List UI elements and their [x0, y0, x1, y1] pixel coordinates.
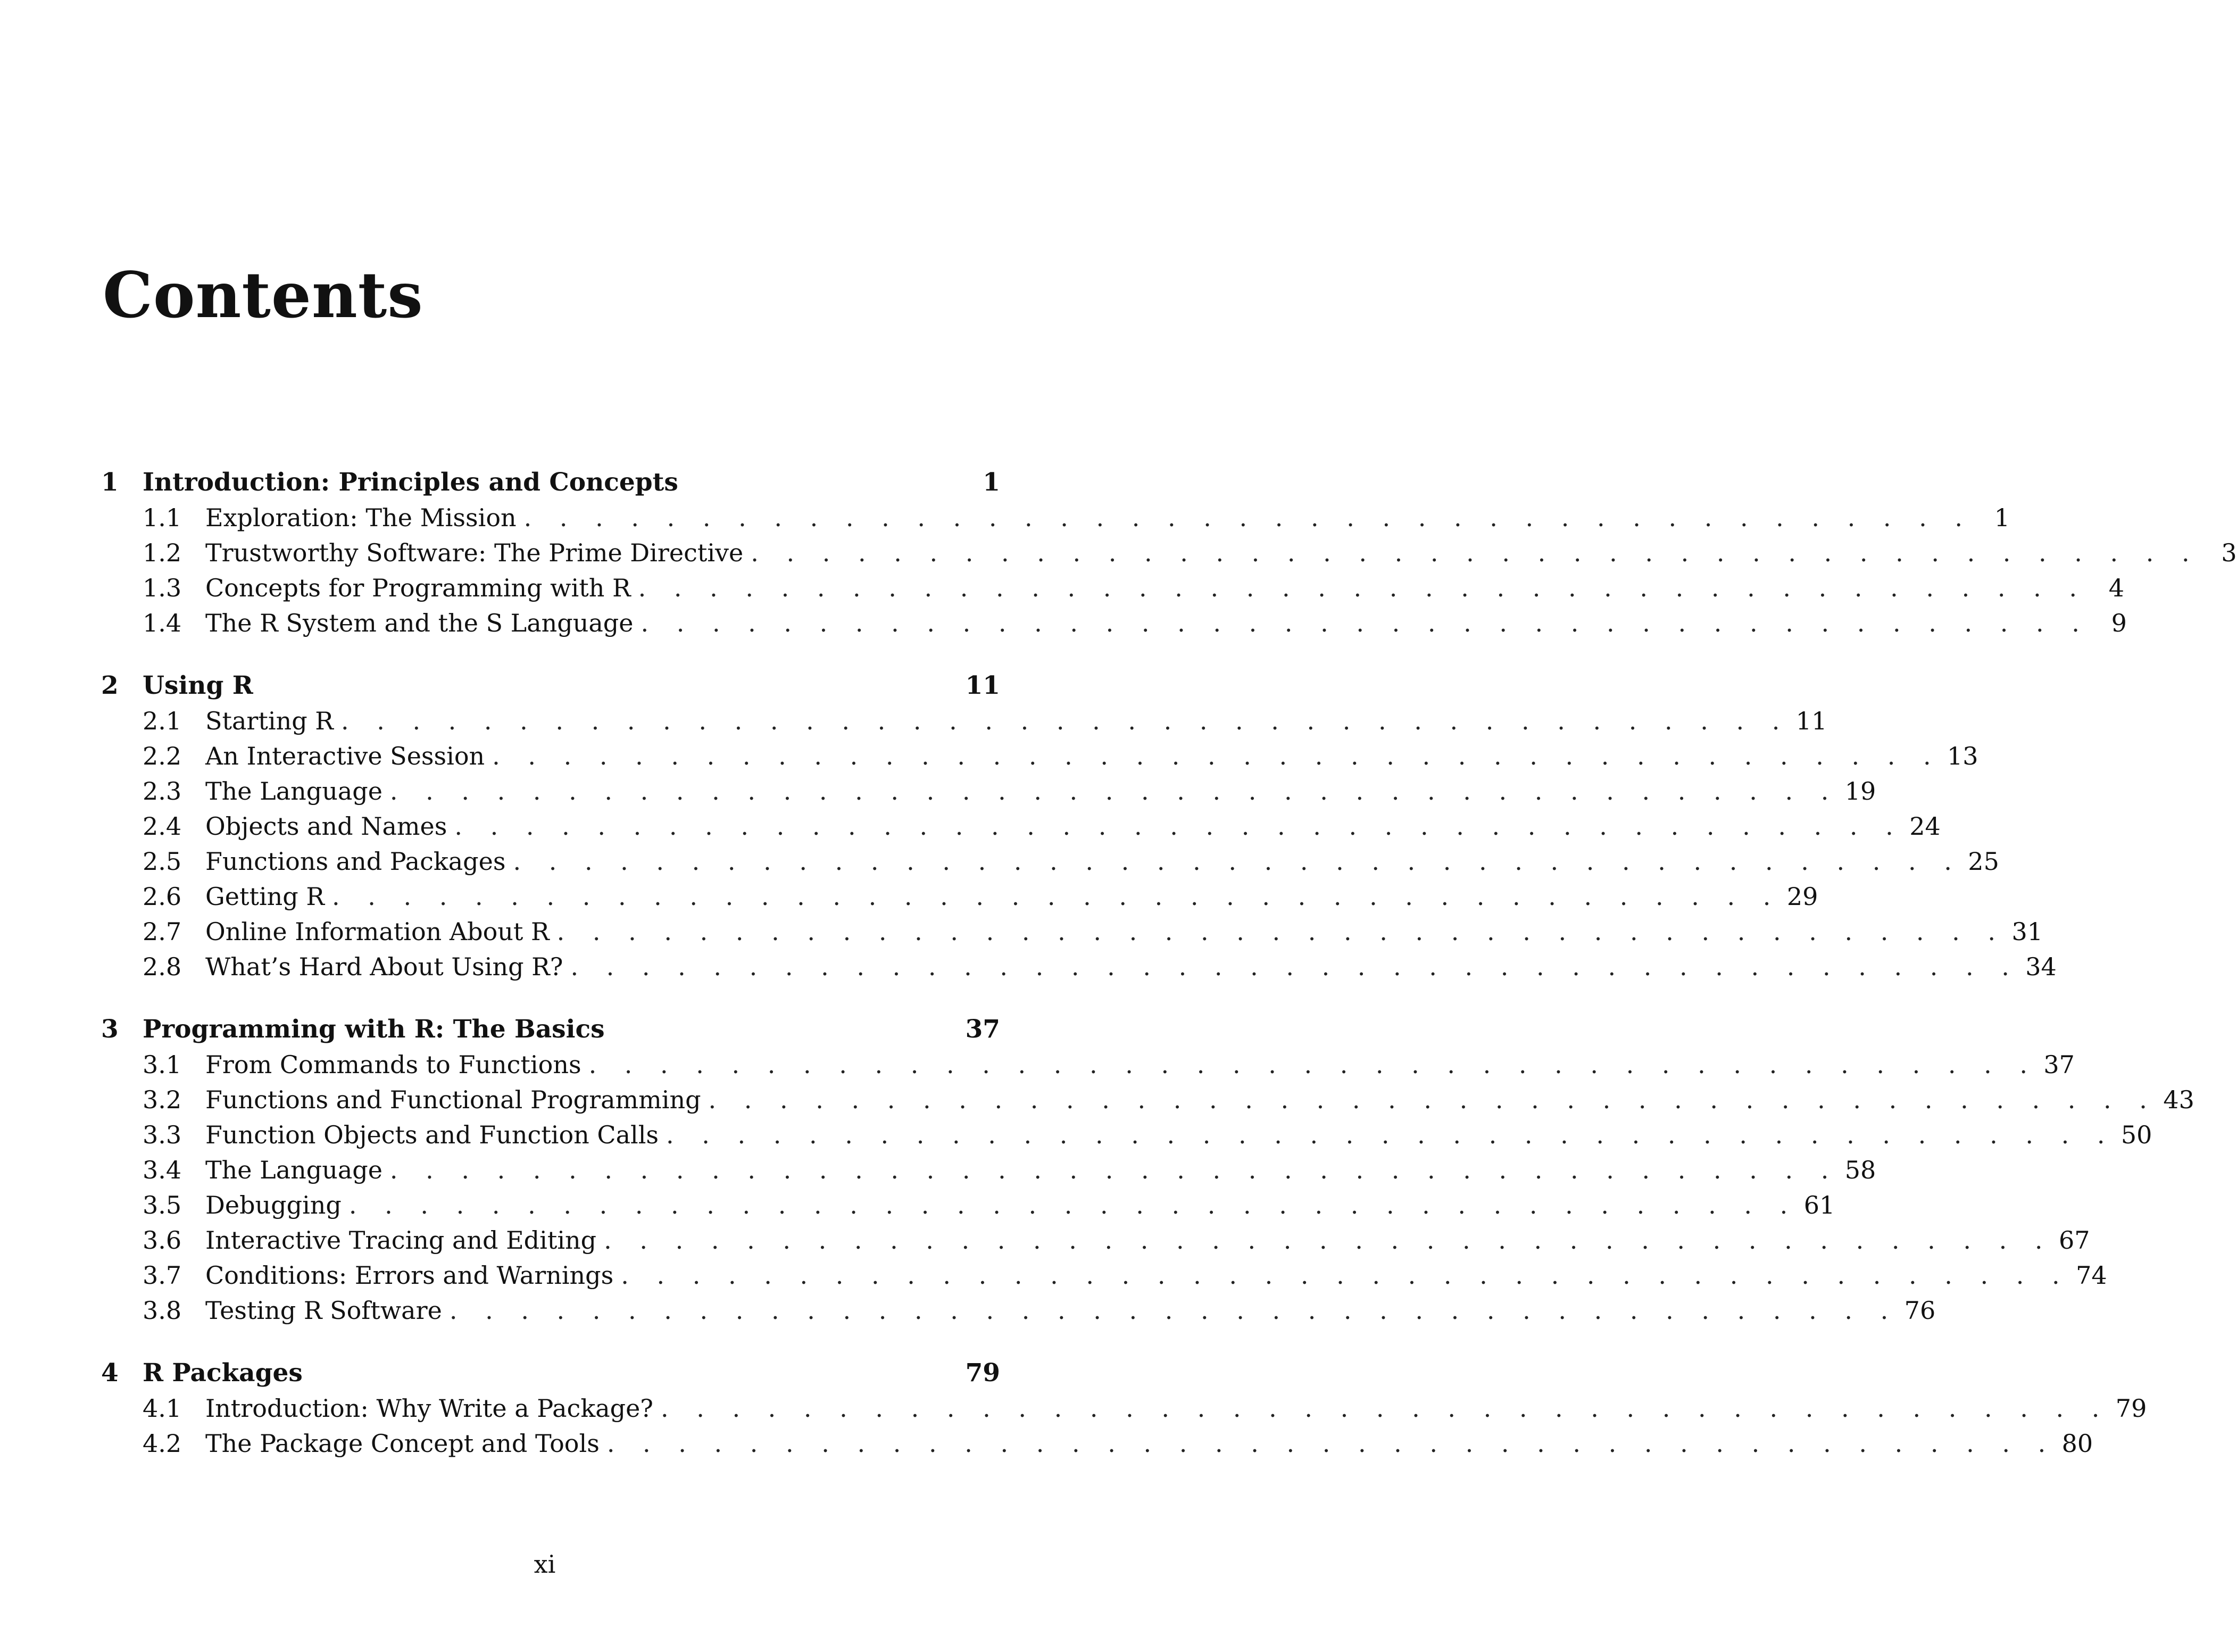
section-title: Exploration: The Mission — [205, 503, 517, 532]
dot-leader: . . . . . . . . . . . . . . . . . . . . . . . . . . . . . . . . . . . . . . . . . — [513, 847, 1962, 876]
section-page: 37 — [2043, 1050, 2075, 1079]
section-page: 3 — [2221, 538, 2237, 567]
section-row-2-1[interactable] — [101, 703, 1827, 738]
section-number: 1.2 — [143, 538, 182, 567]
section-page: 58 — [1844, 1156, 1876, 1184]
section-row-2-7[interactable] — [101, 914, 2043, 949]
section-page: 13 — [1947, 742, 1978, 770]
section-number: 1.3 — [143, 574, 182, 602]
section-number: 2.6 — [143, 882, 182, 911]
dot-leader: . . . . . . . . . . . . . . . . . . . . . . . . . . . . . . . . . . . . . . . . . — [389, 1156, 1839, 1184]
section-page: 4 — [2108, 574, 2124, 602]
section-row-2-2[interactable] — [101, 738, 1978, 774]
dot-leader: . . . . . . . . . . . . . . . . . . . . . . . . . . . . . . . . . . . . . . . . . — [340, 707, 1790, 735]
section-title: Objects and Names — [205, 812, 447, 841]
section-number: 1.4 — [143, 609, 182, 637]
section-row-2-8[interactable] — [101, 949, 2057, 984]
section-number: 2.3 — [143, 777, 182, 806]
section-title: The R System and the S Language — [205, 609, 634, 637]
section-row-4-2[interactable] — [101, 1426, 2093, 1461]
section-title: Debugging — [205, 1191, 342, 1219]
section-title: Functions and Packages — [205, 847, 506, 876]
section-row-2-6[interactable] — [101, 879, 1818, 914]
section-row-2-4[interactable] — [101, 809, 1941, 844]
chapter-title: Programming with R: The Basics — [143, 1015, 605, 1044]
section-row-3-5[interactable] — [101, 1188, 1835, 1223]
section-number: 1.1 — [143, 503, 182, 532]
section-number: 4.1 — [143, 1394, 182, 1423]
dot-leader: . . . . . . . . . . . . . . . . . . . . . . . . . . . . . . . . . . . . . . . . . — [454, 812, 1903, 841]
dot-leader: . . . . . . . . . . . . . . . . . . . . . . . . . . . . . . . . . . . . . . . . . — [666, 1120, 2115, 1149]
section-title: Getting R — [205, 882, 325, 911]
dot-leader: . . . . . . . . . . . . . . . . . . . . . . . . . . . . . . . . . . . . . . . . . — [621, 1261, 2070, 1290]
section-number: 3.5 — [143, 1191, 182, 1219]
dot-leader: . . . . . . . . . . . . . . . . . . . . . . . . . . . . . . . . . . . . . . . . . — [492, 742, 1941, 770]
section-row-2-3[interactable] — [101, 774, 1876, 809]
section-row-2-5[interactable] — [101, 844, 1999, 879]
chapter-row-2[interactable] — [101, 668, 1000, 703]
section-page: 24 — [1909, 812, 1941, 841]
chapter-row-3[interactable] — [101, 1012, 1000, 1047]
section-title: From Commands to Functions — [205, 1050, 581, 1079]
section-title: The Language — [205, 777, 382, 806]
section-row-3-6[interactable] — [101, 1223, 2090, 1258]
section-page: 34 — [2025, 952, 2057, 981]
section-page: 31 — [2011, 917, 2043, 946]
section-page: 9 — [2111, 609, 2127, 637]
section-title: Introduction: Why Write a Package? — [205, 1394, 653, 1423]
section-row-1-4[interactable] — [101, 605, 2127, 641]
section-page: 43 — [2163, 1085, 2194, 1114]
section-row-1-3[interactable] — [101, 570, 2124, 605]
section-title: Interactive Tracing and Editing — [205, 1226, 597, 1255]
section-page: 1 — [1994, 503, 2010, 532]
page-number: xi — [534, 1550, 556, 1579]
section-number: 3.2 — [143, 1085, 182, 1114]
section-page: 80 — [2061, 1429, 2093, 1458]
chapter-number: 4 — [101, 1358, 119, 1388]
dot-leader: . . . . . . . . . . . . . . . . . . . . . . . . . . . . . . . . . . . . . . . . . — [708, 1085, 2157, 1114]
page-title: Contents — [103, 258, 423, 332]
chapter-row-4[interactable] — [101, 1356, 1000, 1391]
dot-leader: . . . . . . . . . . . . . . . . . . . . . . . . . . . . . . . . . . . . . . . . . — [604, 1226, 2053, 1255]
section-title: Starting R — [205, 707, 334, 735]
section-page: 25 — [1968, 847, 1999, 876]
section-row-4-1[interactable] — [101, 1391, 2147, 1426]
section-row-3-2[interactable] — [101, 1082, 2194, 1117]
section-row-3-8[interactable] — [101, 1293, 1936, 1328]
section-page: 61 — [1803, 1191, 1835, 1219]
section-number: 2.8 — [143, 952, 182, 981]
section-title: An Interactive Session — [205, 742, 485, 770]
section-row-3-4[interactable] — [101, 1152, 1876, 1188]
chapter-page: 11 — [965, 671, 1000, 700]
dot-leader: . . . . . . . . . . . . . . . . . . . . . . . . . . . . . . . . . . . . . . . . . — [523, 503, 1973, 532]
section-title: Testing R Software — [205, 1296, 442, 1325]
dot-leader: . . . . . . . . . . . . . . . . . . . . . . . . . . . . . . . . . . . . . . . . . — [606, 1429, 2056, 1458]
dot-leader: . . . . . . . . . . . . . . . . . . . . . . . . . . . . . . . . . . . . . . . . . — [389, 777, 1839, 806]
chapter-number: 3 — [101, 1015, 119, 1044]
section-page: 74 — [2076, 1261, 2107, 1290]
chapter-title: Introduction: Principles and Concepts — [143, 468, 678, 497]
section-number: 2.7 — [143, 917, 182, 946]
dot-leader: . . . . . . . . . . . . . . . . . . . . . . . . . . . . . . . . . . . . . . . . . — [449, 1296, 1899, 1325]
section-title: Trustworthy Software: The Prime Directive — [205, 538, 744, 567]
section-page: 50 — [2120, 1120, 2152, 1149]
section-page: 76 — [1904, 1296, 1936, 1325]
dot-leader: . . . . . . . . . . . . . . . . . . . . . . . . . . . . . . . . . . . . . . . . . — [331, 882, 1781, 911]
section-row-1-2[interactable] — [101, 535, 2237, 570]
section-row-3-7[interactable] — [101, 1258, 2107, 1293]
dot-leader: . . . . . . . . . . . . . . . . . . . . . . . . . . . . . . . . . . . . . . . . . — [348, 1191, 1798, 1219]
section-number: 2.4 — [143, 812, 182, 841]
section-title: Functions and Functional Programming — [205, 1085, 701, 1114]
chapter-title: Using R — [143, 671, 253, 700]
dot-leader: . . . . . . . . . . . . . . . . . . . . . . . . . . . . . . . . . . . . . . . . . — [638, 574, 2087, 602]
section-number: 3.8 — [143, 1296, 182, 1325]
section-number: 3.6 — [143, 1226, 182, 1255]
section-title: Concepts for Programming with R — [205, 574, 631, 602]
section-number: 4.2 — [143, 1429, 182, 1458]
chapter-page: 1 — [983, 468, 1000, 497]
dot-leader: . . . . . . . . . . . . . . . . . . . . . . . . . . . . . . . . . . . . . . . . . — [641, 609, 2090, 637]
section-number: 2.1 — [143, 707, 182, 735]
section-title: What’s Hard About Using R? — [205, 952, 563, 981]
section-title: Function Objects and Function Calls — [205, 1120, 659, 1149]
chapter-page: 79 — [965, 1358, 1000, 1388]
section-page: 79 — [2115, 1394, 2147, 1423]
section-number: 2.2 — [143, 742, 182, 770]
section-page: 67 — [2058, 1226, 2090, 1255]
section-number: 3.1 — [143, 1050, 182, 1079]
chapter-row-1[interactable] — [101, 465, 1000, 500]
section-page: 19 — [1844, 777, 1876, 806]
dot-leader: . . . . . . . . . . . . . . . . . . . . . . . . . . . . . . . . . . . . . . . . . — [751, 538, 2200, 567]
section-number: 3.3 — [143, 1120, 182, 1149]
chapter-number: 2 — [101, 671, 119, 700]
section-page: 29 — [1786, 882, 1818, 911]
section-number: 3.7 — [143, 1261, 182, 1290]
section-title: Conditions: Errors and Warnings — [205, 1261, 614, 1290]
section-number: 2.5 — [143, 847, 182, 876]
dot-leader: . . . . . . . . . . . . . . . . . . . . . . . . . . . . . . . . . . . . . . . . . — [660, 1394, 2110, 1423]
section-number: 3.4 — [143, 1156, 182, 1184]
section-title: Online Information About R — [205, 917, 550, 946]
section-row-3-1[interactable] — [101, 1047, 2075, 1082]
section-title: The Language — [205, 1156, 382, 1184]
dot-leader: . . . . . . . . . . . . . . . . . . . . . . . . . . . . . . . . . . . . . . . . . — [588, 1050, 2038, 1079]
chapter-page: 37 — [965, 1015, 1000, 1044]
chapter-number: 1 — [101, 468, 119, 497]
chapter-title: R Packages — [143, 1358, 303, 1388]
dot-leader: . . . . . . . . . . . . . . . . . . . . . . . . . . . . . . . . . . . . . . . . . — [556, 917, 2006, 946]
section-row-1-1[interactable] — [101, 500, 2010, 535]
dot-leader: . . . . . . . . . . . . . . . . . . . . . . . . . . . . . . . . . . . . . . . . . — [570, 952, 2019, 981]
section-row-3-3[interactable] — [101, 1117, 2152, 1152]
section-title: The Package Concept and Tools — [205, 1429, 600, 1458]
section-page: 11 — [1795, 707, 1827, 735]
